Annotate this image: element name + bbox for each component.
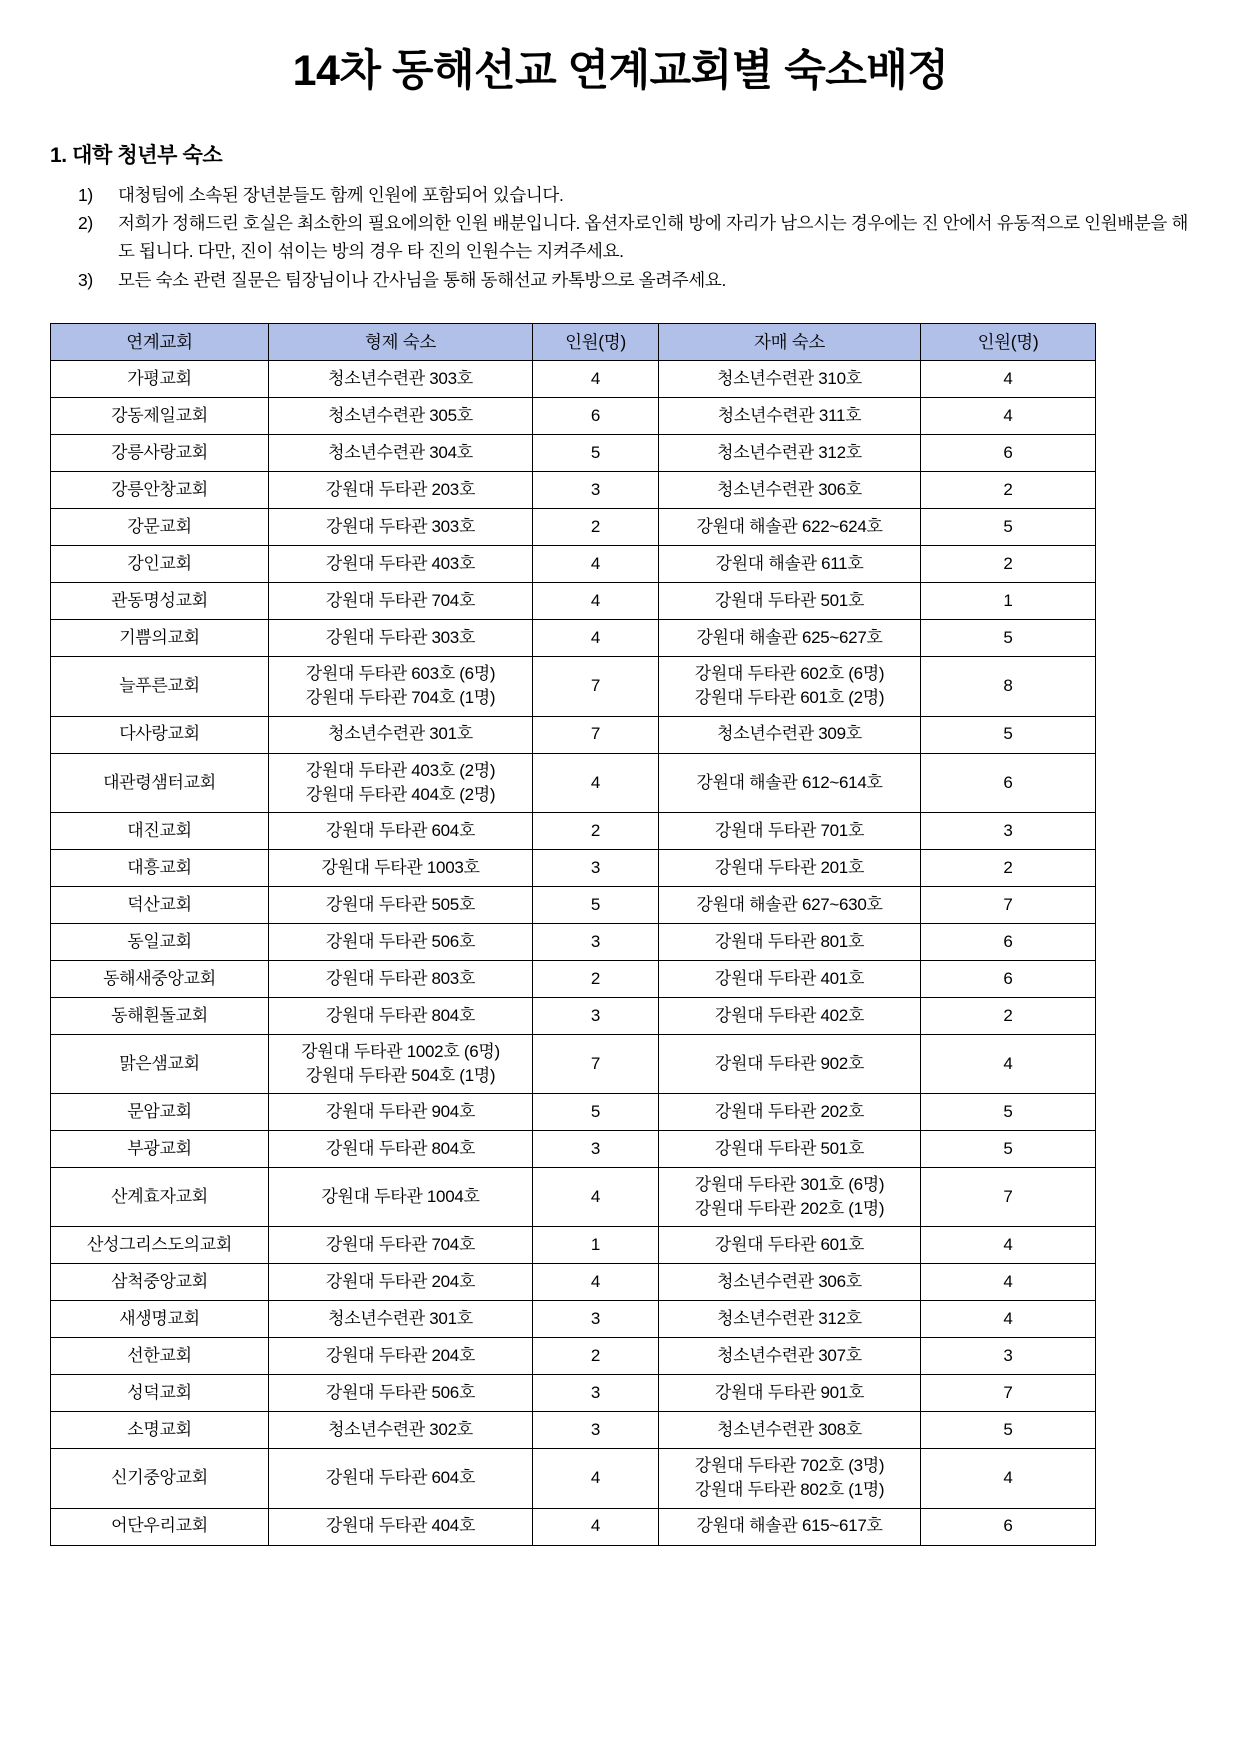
cell-sister-count: 4 [921,361,1096,398]
table-row [51,583,1096,620]
column-header-church: 연계교회 [51,324,269,361]
cell-sister-count: 5 [921,1412,1096,1449]
table-row [51,1412,1096,1449]
cell-brother-lodging [269,398,533,435]
cell-sister-count: 7 [921,1375,1096,1412]
table-row [51,1264,1096,1301]
cell-brother-count: 3 [533,472,659,509]
cell-line: 강원대 두타관 603호 (6명) [305,664,496,684]
cell-line: 강원대 두타관 902호 [714,1053,865,1073]
column-header-brother-lodging: 형제 숙소 [269,324,533,361]
note-number: 2) [78,213,93,234]
cell-sister-lodging [659,1508,921,1545]
cell-church-name: 소명교회 [51,1412,269,1449]
cell-church-name: 성덕교회 [51,1375,269,1412]
cell-brother-lodging [269,509,533,546]
cell-sister-lodging [659,583,921,620]
cell-brother-lodging [269,361,533,398]
cell-church-name: 관동명성교회 [51,583,269,620]
cell-brother-lodging [269,1131,533,1168]
cell-line: 강원대 두타관 604호 [325,820,476,840]
cell-sister-lodging [659,546,921,583]
cell-sister-lodging [659,1375,921,1412]
cell-sister-lodging [659,620,921,657]
cell-line: 청소년수련관 302호 [328,1420,473,1440]
cell-line: 강원대 두타관 404호 (2명) [305,784,496,804]
cell-brother-lodging [269,472,533,509]
cell-sister-count: 7 [921,1168,1096,1227]
cell-sister-count: 8 [921,657,1096,716]
cell-line: 강원대 두타관 401호 [714,968,865,988]
cell-brother-lodging [269,812,533,849]
table-row [51,435,1096,472]
cell-sister-count: 4 [921,1264,1096,1301]
cell-sister-lodging [659,1264,921,1301]
cell-line: 강원대 두타관 804호 [325,1005,476,1025]
cell-sister-count: 4 [921,1301,1096,1338]
cell-sister-lodging [659,997,921,1034]
cell-brother-lodging [269,1301,533,1338]
cell-church-name: 대진교회 [51,812,269,849]
cell-sister-count: 1 [921,583,1096,620]
cell-brother-lodging [269,923,533,960]
note-text: 저희가 정해드린 호실은 최소한의 필요에의한 인원 배분입니다. 옵션자로인해 방에 자리가 남으시는 경우에는 진 안에서 유동적으로 인원배분을 해도 됩니다. 다만, 진이 섞이는 방의 경우 타 진의 인원수는 지켜주세요. [118,213,1189,262]
cell-church-name: 동일교회 [51,923,269,960]
table-row [51,753,1096,812]
cell-sister-count: 5 [921,716,1096,753]
cell-brother-lodging [269,620,533,657]
cell-sister-lodging [659,753,921,812]
cell-line: 청소년수련관 312호 [717,443,862,463]
cell-brother-count: 2 [533,1338,659,1375]
table-row [51,1131,1096,1168]
cell-sister-count: 5 [921,620,1096,657]
cell-brother-count: 4 [533,1264,659,1301]
cell-church-name: 맑은샘교회 [51,1034,269,1093]
cell-line: 강원대 두타관 802호 (1명) [694,1480,885,1500]
table-row [51,1094,1096,1131]
cell-line: 강원대 두타관 604호 [325,1468,476,1488]
cell-sister-lodging [659,657,921,716]
table-row [51,1034,1096,1093]
cell-line: 강원대 해솔관 615~617호 [696,1516,883,1536]
cell-sister-lodging [659,886,921,923]
cell-line: 강원대 두타관 601호 (2명) [694,688,885,708]
cell-brother-lodging [269,1508,533,1545]
cell-line: 강원대 두타관 403호 (2명) [305,760,496,780]
cell-line: 강원대 해솔관 611호 [715,554,864,574]
table-header-row [51,324,1096,361]
table-row [51,1301,1096,1338]
cell-line: 강원대 두타관 1004호 [321,1187,480,1207]
cell-sister-count: 2 [921,546,1096,583]
table-row [51,960,1096,997]
cell-line: 강원대 두타관 504호 (1명) [305,1065,496,1085]
cell-line: 강원대 두타관 704호 (1명) [305,688,496,708]
cell-line: 강원대 두타관 804호 [325,1138,476,1158]
cell-brother-lodging [269,997,533,1034]
cell-brother-count: 3 [533,1131,659,1168]
page-title: 14차 동해선교 연계교회별 숙소배정 [292,47,949,95]
cell-church-name: 산성그리스도의교회 [51,1227,269,1264]
cell-brother-count: 1 [533,1227,659,1264]
cell-sister-count: 6 [921,960,1096,997]
cell-line: 강원대 두타관 901호 [714,1383,865,1403]
cell-brother-count: 2 [533,812,659,849]
cell-church-name: 문암교회 [51,1094,269,1131]
cell-sister-count: 5 [921,1131,1096,1168]
cell-line: 강원대 두타관 303호 [325,517,476,537]
cell-sister-lodging [659,398,921,435]
cell-brother-count: 3 [533,1375,659,1412]
cell-sister-lodging [659,1168,921,1227]
cell-sister-count: 6 [921,753,1096,812]
cell-sister-lodging [659,1227,921,1264]
cell-brother-lodging [269,849,533,886]
cell-brother-lodging [269,1375,533,1412]
cell-line: 강원대 두타관 701호 [714,820,865,840]
table-row [51,812,1096,849]
cell-line: 강원대 두타관 501호 [714,591,865,611]
cell-sister-lodging [659,960,921,997]
cell-brother-lodging [269,1412,533,1449]
cell-line: 강원대 두타관 803호 [325,968,476,988]
cell-sister-count: 4 [921,1034,1096,1093]
cell-brother-count: 3 [533,1412,659,1449]
note-item [78,210,1241,265]
cell-brother-count: 7 [533,1034,659,1093]
cell-brother-count: 3 [533,1301,659,1338]
cell-sister-count: 3 [921,1338,1096,1375]
cell-sister-count: 3 [921,812,1096,849]
column-header-sister-lodging: 자매 숙소 [659,324,921,361]
cell-brother-lodging [269,435,533,472]
cell-church-name: 강릉안창교회 [51,472,269,509]
cell-line: 강원대 두타관 202호 (1명) [694,1199,885,1219]
cell-church-name: 대관령샘터교회 [51,753,269,812]
cell-church-name: 부광교회 [51,1131,269,1168]
cell-sister-lodging [659,812,921,849]
cell-line: 청소년수련관 305호 [328,406,473,426]
cell-line: 청소년수련관 310호 [717,369,862,389]
cell-church-name: 대흥교회 [51,849,269,886]
cell-brother-lodging [269,960,533,997]
cell-line: 강원대 두타관 904호 [325,1101,476,1121]
cell-sister-count: 2 [921,849,1096,886]
cell-line: 강원대 두타관 204호 [325,1272,476,1292]
cell-brother-lodging [269,1449,533,1508]
cell-line: 강원대 두타관 303호 [325,628,476,648]
cell-brother-count: 4 [533,546,659,583]
cell-line: 청소년수련관 301호 [328,724,473,744]
cell-sister-lodging [659,361,921,398]
cell-brother-count: 3 [533,997,659,1034]
cell-sister-lodging [659,716,921,753]
cell-church-name: 동해새중앙교회 [51,960,269,997]
table-row [51,657,1096,716]
cell-sister-lodging [659,1094,921,1131]
cell-church-name: 강인교회 [51,546,269,583]
table-body [51,361,1096,1545]
cell-line: 청소년수련관 306호 [717,1272,862,1292]
cell-line: 강원대 두타관 404호 [325,1516,476,1536]
cell-sister-count: 5 [921,509,1096,546]
cell-church-name: 덕산교회 [51,886,269,923]
cell-line: 강원대 두타관 204호 [325,1346,476,1366]
cell-line: 청소년수련관 312호 [717,1309,862,1329]
lodging-assignment-table [50,323,1096,1545]
cell-brother-count: 5 [533,435,659,472]
table-row [51,1449,1096,1508]
cell-line: 강원대 두타관 704호 [325,1235,476,1255]
cell-brother-lodging [269,657,533,716]
cell-sister-count: 2 [921,997,1096,1034]
cell-sister-lodging [659,1034,921,1093]
cell-line: 강원대 두타관 702호 (3명) [694,1456,885,1476]
cell-brother-lodging [269,546,533,583]
cell-line: 청소년수련관 301호 [328,1309,473,1329]
cell-line: 강원대 두타관 202호 [714,1101,865,1121]
cell-brother-count: 4 [533,753,659,812]
cell-brother-count: 2 [533,960,659,997]
cell-church-name: 강동제일교회 [51,398,269,435]
cell-sister-count: 4 [921,1227,1096,1264]
cell-church-name: 신기중앙교회 [51,1449,269,1508]
cell-sister-count: 6 [921,923,1096,960]
table-row [51,923,1096,960]
cell-brother-count: 4 [533,1508,659,1545]
cell-brother-count: 7 [533,657,659,716]
cell-brother-lodging [269,1168,533,1227]
cell-brother-count: 4 [533,1449,659,1508]
cell-line: 강원대 두타관 403호 [325,554,476,574]
cell-sister-lodging [659,1301,921,1338]
cell-brother-count: 6 [533,398,659,435]
cell-line: 강원대 해솔관 622~624호 [696,517,883,537]
note-item [78,267,1241,295]
cell-line: 강원대 해솔관 612~614호 [696,772,883,792]
note-number: 1) [78,184,93,205]
cell-brother-lodging [269,886,533,923]
cell-sister-lodging [659,1131,921,1168]
cell-brother-lodging [269,1034,533,1093]
column-header-brother-count: 인원(명) [533,324,659,361]
table-row [51,849,1096,886]
cell-brother-count: 4 [533,361,659,398]
cell-church-name: 어단우리교회 [51,1508,269,1545]
cell-line: 청소년수련관 303호 [328,369,473,389]
cell-line: 강원대 두타관 1003호 [321,857,480,877]
table-row [51,620,1096,657]
cell-brother-count: 5 [533,1094,659,1131]
cell-brother-lodging [269,583,533,620]
cell-brother-count: 3 [533,849,659,886]
cell-church-name: 새생명교회 [51,1301,269,1338]
cell-sister-lodging [659,509,921,546]
cell-church-name: 가평교회 [51,361,269,398]
cell-line: 청소년수련관 306호 [717,480,862,500]
cell-sister-lodging [659,472,921,509]
cell-line: 강원대 두타관 501호 [714,1138,865,1158]
cell-church-name: 강문교회 [51,509,269,546]
cell-sister-count: 4 [921,398,1096,435]
cell-line: 청소년수련관 304호 [328,443,473,463]
cell-church-name: 동해흰돌교회 [51,997,269,1034]
cell-line: 강원대 두타관 301호 (6명) [694,1175,885,1195]
cell-line: 강원대 두타관 506호 [325,1383,476,1403]
cell-sister-count: 5 [921,1094,1096,1131]
table-row [51,1168,1096,1227]
cell-line: 강원대 해솔관 625~627호 [696,628,883,648]
cell-line: 강원대 두타관 201호 [714,857,865,877]
cell-line: 강원대 두타관 602호 (6명) [694,664,885,684]
cell-church-name: 산계효자교회 [51,1168,269,1227]
table-row [51,398,1096,435]
cell-brother-lodging [269,1264,533,1301]
cell-line: 강원대 두타관 505호 [325,894,476,914]
table-row [51,546,1096,583]
cell-sister-lodging [659,923,921,960]
note-item [78,182,1241,210]
cell-brother-lodging [269,1094,533,1131]
cell-brother-count: 7 [533,716,659,753]
cell-brother-count: 4 [533,583,659,620]
cell-line: 강원대 두타관 506호 [325,931,476,951]
table-row [51,997,1096,1034]
cell-line: 강원대 두타관 801호 [714,931,865,951]
cell-brother-count: 4 [533,620,659,657]
section-heading: 1. 대학 청년부 숙소 [50,143,223,167]
cell-church-name: 기쁨의교회 [51,620,269,657]
cell-church-name: 강릉사랑교회 [51,435,269,472]
cell-church-name: 다사랑교회 [51,716,269,753]
cell-sister-lodging [659,1338,921,1375]
cell-sister-count: 7 [921,886,1096,923]
note-text: 모든 숙소 관련 질문은 팀장님이나 간사님을 통해 동해선교 카톡방으로 올려주세요. [118,269,726,290]
cell-sister-count: 6 [921,1508,1096,1545]
table-row [51,1508,1096,1545]
table-row [51,1227,1096,1264]
cell-sister-lodging [659,1412,921,1449]
cell-sister-count: 4 [921,1449,1096,1508]
cell-brother-lodging [269,753,533,812]
cell-line: 청소년수련관 307호 [717,1346,862,1366]
cell-sister-lodging [659,435,921,472]
cell-sister-count: 6 [921,435,1096,472]
cell-line: 강원대 두타관 1002호 (6명) [301,1041,500,1061]
cell-sister-lodging [659,849,921,886]
table-row [51,361,1096,398]
note-number: 3) [78,269,93,290]
cell-line: 강원대 두타관 402호 [714,1005,865,1025]
table-row [51,1338,1096,1375]
cell-brother-lodging [269,716,533,753]
table-row [51,886,1096,923]
cell-line: 강원대 두타관 704호 [325,591,476,611]
cell-sister-lodging [659,1449,921,1508]
notes-list [0,169,1241,295]
cell-brother-lodging [269,1338,533,1375]
cell-line: 청소년수련관 308호 [717,1420,862,1440]
table-row [51,472,1096,509]
cell-line: 청소년수련관 309호 [717,724,862,744]
cell-sister-count: 2 [921,472,1096,509]
cell-church-name: 선한교회 [51,1338,269,1375]
cell-line: 강원대 두타관 203호 [325,480,476,500]
table-row [51,1375,1096,1412]
cell-brother-count: 5 [533,886,659,923]
cell-brother-count: 3 [533,923,659,960]
table-row [51,509,1096,546]
cell-church-name: 삼척중앙교회 [51,1264,269,1301]
table-row [51,716,1096,753]
cell-line: 강원대 해솔관 627~630호 [696,894,883,914]
cell-brother-count: 2 [533,509,659,546]
table-header [51,324,1096,361]
cell-line: 강원대 두타관 601호 [714,1235,865,1255]
column-header-sister-count: 인원(명) [921,324,1096,361]
note-text: 대청팀에 소속된 장년분들도 함께 인원에 포함되어 있습니다. [118,184,564,205]
cell-brother-count: 4 [533,1168,659,1227]
cell-brother-lodging [269,1227,533,1264]
cell-line: 청소년수련관 311호 [717,406,862,426]
cell-church-name: 늘푸른교회 [51,657,269,716]
